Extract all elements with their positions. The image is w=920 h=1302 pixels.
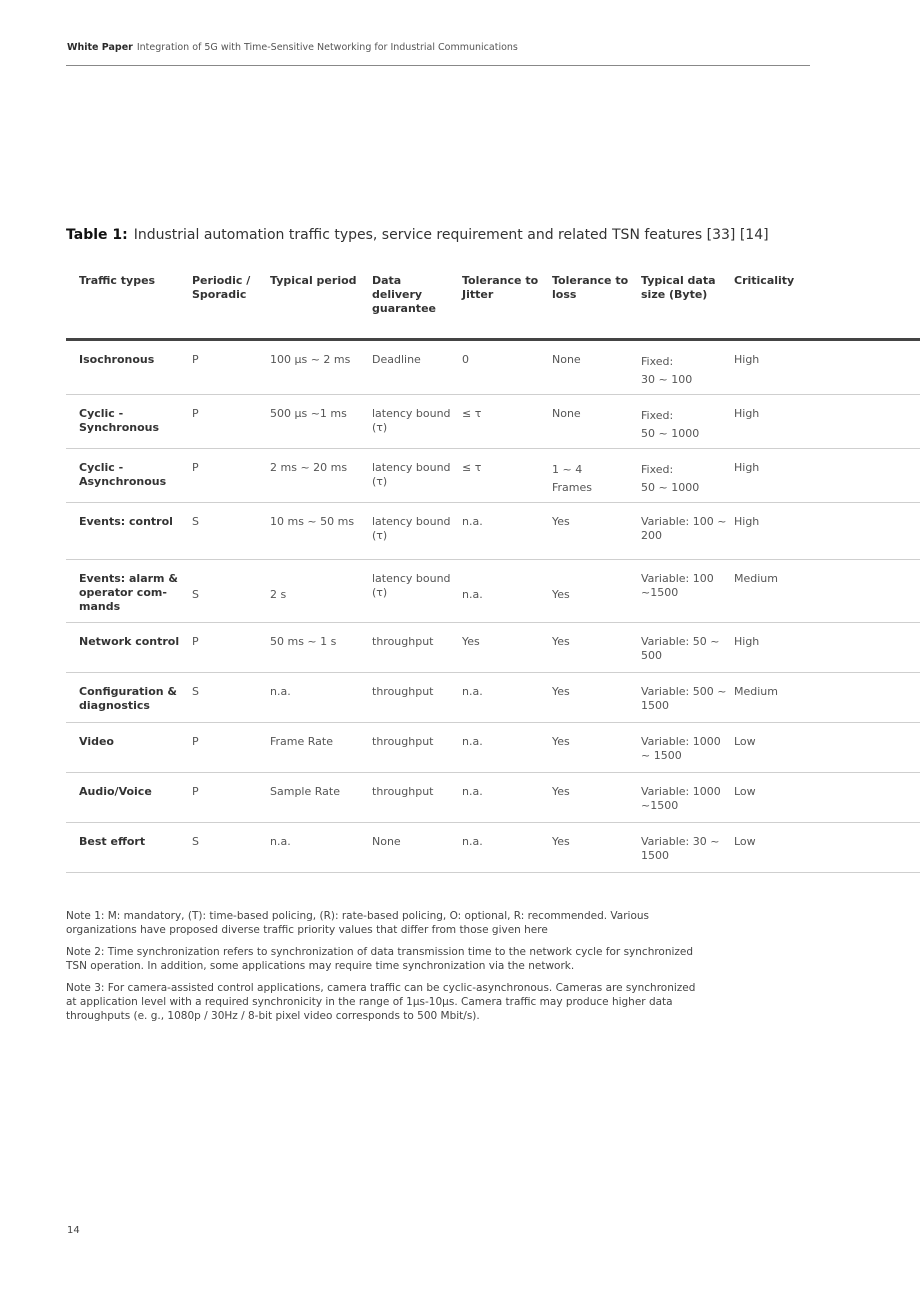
cell-delivery: latency bound (τ) <box>372 515 451 542</box>
cell-criticality: High <box>734 461 760 474</box>
header-cell: Typical data size (Byte) <box>641 274 716 301</box>
cell-jitter: ≤ τ <box>462 461 482 474</box>
cell-criticality: Medium <box>734 685 778 698</box>
page-header <box>67 42 810 53</box>
cell-criticality: High <box>734 515 760 528</box>
cell-size: Variable: 1000 ~ 1500 <box>641 735 721 762</box>
cell-loss: Yes <box>552 785 570 798</box>
table-row <box>66 341 920 394</box>
cell-jitter: n.a. <box>462 515 483 528</box>
cell-delivery: throughput <box>372 785 434 798</box>
page-number: 14 <box>67 1225 80 1236</box>
cell-periodic: S <box>192 835 199 848</box>
cell-criticality: Medium <box>734 572 778 585</box>
cell-size <box>641 353 727 389</box>
cell-loss: Yes <box>552 588 570 601</box>
cell-traffic-type: Network control <box>79 635 180 648</box>
table-row <box>66 559 920 622</box>
size-value: 50 ~ 1000 <box>641 427 700 440</box>
cell-delivery: latency bound (τ) <box>372 572 451 599</box>
cell-size <box>641 461 727 497</box>
cell-jitter: Yes <box>462 635 480 648</box>
cell-period: n.a. <box>270 835 291 848</box>
note-1: Note 1: M: mandatory, (T): time-based policing, (R): rate-based policing, O: optional, R: recommended. Various organizations have proposed diverse traffic priority values that differ from those given here <box>66 910 650 936</box>
loss-unit: Frames <box>552 481 593 494</box>
header-cell: Periodic / Sporadic <box>192 274 251 301</box>
cell-size: Variable: 1000 ~1500 <box>641 785 721 812</box>
cell-traffic-type: Cyclic -Asynchronous <box>79 461 167 488</box>
cell-period: Frame Rate <box>270 735 333 748</box>
cell-periodic: S <box>192 685 199 698</box>
header-cell: Tolerance to loss <box>552 274 629 301</box>
header-cell: Tolerance to Jitter <box>462 274 539 301</box>
cell-loss: Yes <box>552 735 570 748</box>
cell-jitter: n.a. <box>462 588 483 601</box>
cell-criticality: Low <box>734 785 756 798</box>
loss-value: 1 ~ 4 <box>552 463 583 476</box>
caption-label: Table 1: <box>66 227 128 243</box>
cell-traffic-type: Video <box>79 735 114 748</box>
cell-period: n.a. <box>270 685 291 698</box>
note-2: Note 2: Time synchronization refers to synchronization of data transmission time to the network cycle for synchronized TSN operation. In addition, some applications may require time synchronization via the network. <box>66 946 694 972</box>
table-row <box>66 722 920 772</box>
cell-periodic: S <box>192 515 199 528</box>
cell-periodic: P <box>192 785 199 798</box>
header-divider <box>66 65 810 66</box>
cell-criticality: Low <box>734 835 756 848</box>
cell-loss: Yes <box>552 515 570 528</box>
cell-period: 500 μs ~1 ms <box>270 407 347 420</box>
cell-periodic: P <box>192 461 199 474</box>
cell-period: 100 μs ~ 2 ms <box>270 353 351 366</box>
size-value: 50 ~ 1000 <box>641 481 700 494</box>
cell-jitter: n.a. <box>462 835 483 848</box>
cell-period: 2 s <box>270 588 287 601</box>
cell-delivery: throughput <box>372 635 434 648</box>
cell-traffic-type: Events: alarm & operator com-mands <box>79 572 178 613</box>
cell-period: 2 ms ~ 20 ms <box>270 461 348 474</box>
table-row <box>66 394 920 448</box>
cell-criticality: High <box>734 635 760 648</box>
cell-traffic-type: Isochronous <box>79 353 155 366</box>
cell-size: Variable: 100 ~1500 <box>641 572 714 599</box>
cell-loss: None <box>552 353 581 366</box>
header-cell: Typical period <box>270 274 357 287</box>
cell-delivery: latency bound (τ) <box>372 461 451 488</box>
cell-delivery: Deadline <box>372 353 421 366</box>
cell-criticality: Low <box>734 735 756 748</box>
cell-criticality: High <box>734 407 760 420</box>
table-row <box>66 822 920 873</box>
table-notes <box>66 909 696 1031</box>
cell-loss <box>552 461 632 497</box>
size-label: Fixed: <box>641 355 674 368</box>
cell-periodic: P <box>192 407 199 420</box>
cell-size <box>641 407 727 443</box>
cell-jitter: n.a. <box>462 735 483 748</box>
cell-loss: Yes <box>552 635 570 648</box>
header-cell: Traffic types <box>79 274 156 287</box>
cell-jitter: ≤ τ <box>462 407 482 420</box>
cell-period: Sample Rate <box>270 785 340 798</box>
cell-traffic-type: Cyclic -Synchronous <box>79 407 160 434</box>
size-label: Fixed: <box>641 463 674 476</box>
table-row <box>66 502 920 559</box>
table-row <box>66 448 920 502</box>
cell-delivery: None <box>372 835 401 848</box>
cell-size: Variable: 500 ~ 1500 <box>641 685 727 712</box>
table-caption <box>66 227 769 243</box>
cell-traffic-type: Events: control <box>79 515 173 528</box>
cell-size: Variable: 30 ~ 1500 <box>641 835 720 862</box>
cell-delivery: latency bound (τ) <box>372 407 451 434</box>
cell-period: 50 ms ~ 1 s <box>270 635 337 648</box>
cell-size: Variable: 50 ~ 500 <box>641 635 720 662</box>
caption-text: Industrial automation traffic types, service requirement and related TSN features [33] [14] <box>133 227 769 243</box>
cell-traffic-type: Best effort <box>79 835 146 848</box>
cell-periodic: P <box>192 735 199 748</box>
size-label: Fixed: <box>641 409 674 422</box>
cell-jitter: 0 <box>462 353 469 366</box>
header-title: Integration of 5G with Time-Sensitive Networking for Industrial Communications <box>136 42 518 53</box>
cell-periodic: S <box>192 588 199 601</box>
cell-jitter: n.a. <box>462 685 483 698</box>
header-cell: Data delivery guarantee <box>372 274 436 315</box>
cell-loss: Yes <box>552 685 570 698</box>
cell-loss: Yes <box>552 835 570 848</box>
table-row <box>66 772 920 822</box>
cell-loss: None <box>552 407 581 420</box>
traffic-types-table <box>66 264 920 873</box>
table-header-row <box>66 264 920 341</box>
table-row <box>66 622 920 672</box>
cell-delivery: throughput <box>372 685 434 698</box>
size-value: 30 ~ 100 <box>641 373 693 386</box>
header-label: White Paper <box>67 42 133 53</box>
cell-size: Variable: 100 ~ 200 <box>641 515 727 542</box>
table-row <box>66 672 920 722</box>
cell-delivery: throughput <box>372 735 434 748</box>
note-3: Note 3: For camera-assisted control applications, camera traffic can be cyclic-asynchronous. Cameras are synchronized at application level with a required synchronicity in the range of 1μs-10μs. Camera traffic may produce higher data throughputs (e. g., 1080p / 30Hz / 8-bit pixel video corresponds to 500 Mbit/s). <box>66 982 696 1022</box>
cell-traffic-type: Audio/Voice <box>79 785 152 798</box>
cell-period: 10 ms ~ 50 ms <box>270 515 355 528</box>
cell-jitter: n.a. <box>462 785 483 798</box>
cell-periodic: P <box>192 353 199 366</box>
header-cell: Criticality <box>734 274 795 287</box>
cell-traffic-type: Configuration & diagnostics <box>79 685 178 712</box>
cell-criticality: High <box>734 353 760 366</box>
cell-periodic: P <box>192 635 199 648</box>
